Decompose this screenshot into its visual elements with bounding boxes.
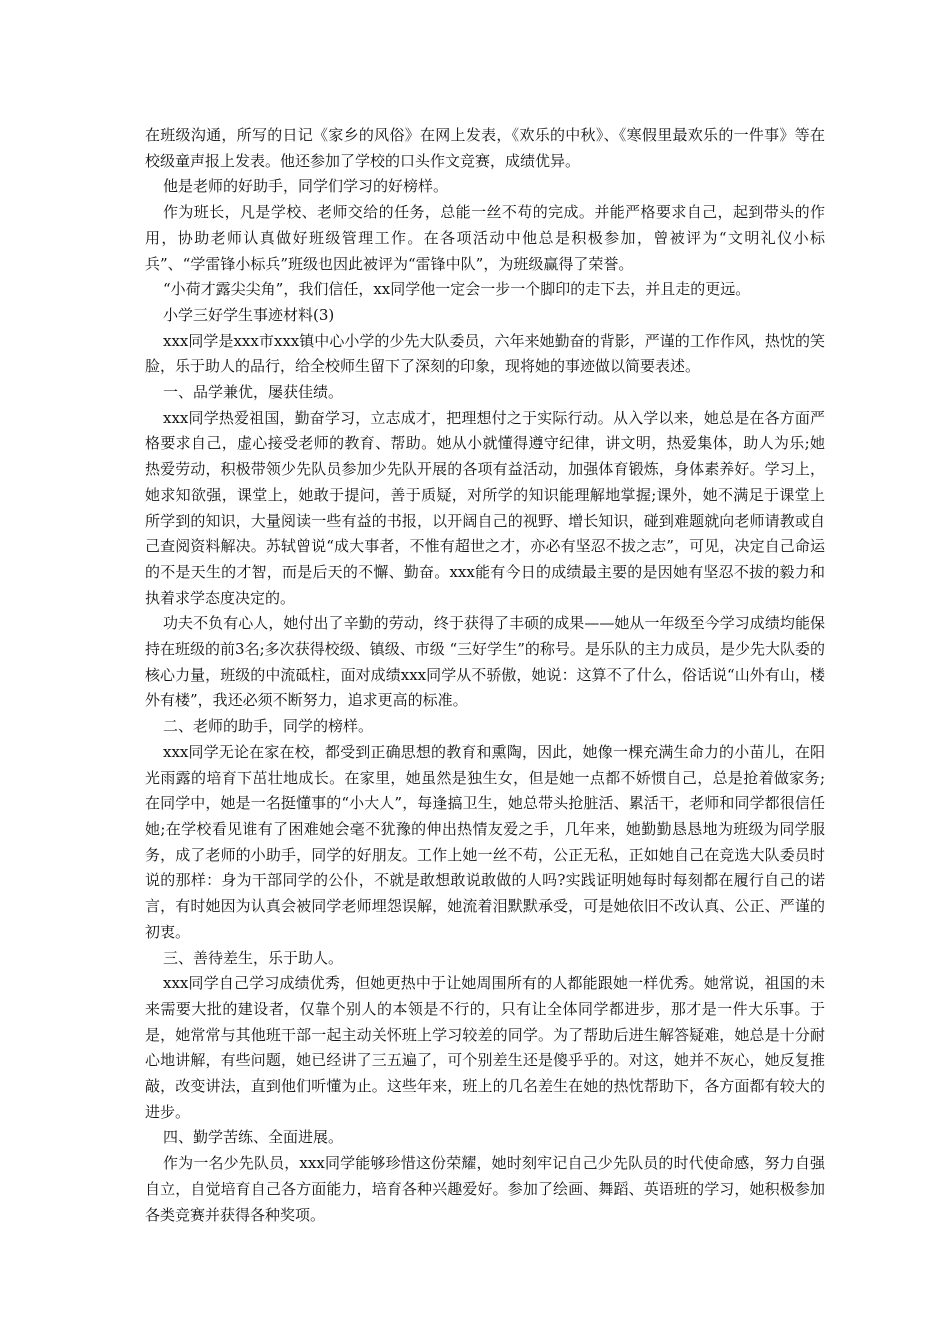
paragraph-helper: xxx同学无论在家在校，都受到正确思想的教育和熏陶，因此，她像一棵充满生命力的小苗儿，在阳光雨露的培育下茁壮地成长。在家里，她虽然是独生女，但是她一点都不娇惯自己，总是抢着做家务;在同学中，她是一名挺懂事的“小大人”，每逢搞卫生，她总带头抢脏活、累活干，老师和同学都很信任她;在学校看见谁有了困难她会毫不犹豫的伸出热情友爱之手，几年来，她勤勤恳恳地为班级为同学服务，成了老师的小助手，同学的好朋友。工作上她一丝不苟，公正无私，正如她自己在竞选大队委员时说的那样：身为干部同学的公仆，不就是敢想敢说敢做的人吗?实践证明她每时每刻都在履行自己的诺言，有时她因为认真会被同学老师埋怨误解，她流着泪默默承受，可是她依旧不改认真、公正、严谨的初衷。 xyxy=(145,742,825,941)
paragraph-class-monitor: 作为班长，凡是学校、老师交给的任务，总能一丝不苟的完成。并能严格要求自己，起到带头的作用，协助老师认真做好班级管理工作。在各项活动中他总是积极参加，曾被评为“文明礼仪小标兵”、“学雷锋小标兵”班级也因此被评为“雷锋中队”，为班级赢得了荣誉。 xyxy=(145,203,825,273)
paragraph-study: xxx同学热爱祖国，勤奋学习，立志成才，把理想付之于实际行动。从入学以来，她总是在各方面严格要求自己，虚心接受老师的教育、帮助。她从小就懂得遵守纪律，讲文明，热爱集体，助人为乐;她热爱劳动，积极带领少先队员参加少先队开展的各项有益活动，加强体育锻炼，身体素养好。学习上，她求知欲强，课堂上，她敢于提问，善于质疑，对所学的知识能理解地掌握;课外，她不满足于课堂上所学到的知识，大量阅读一些有益的书报，以开阔自己的视野、增长知识，碰到难题就向老师请教或自己查阅资料解决。苏轼曾说“成大事者，不惟有超世之才，亦必有坚忍不拔之志”，可见，决定自己命运的不是天生的才智，而是后天的不懈、勤奋。xxx能有今日的成绩最主要的是因她有坚忍不拔的毅力和执着求学态度决定的。 xyxy=(145,408,825,607)
heading-part-three: 三、善待差生，乐于助人。 xyxy=(163,948,344,967)
heading-part-one: 一、品学兼优，屡获佳绩。 xyxy=(163,383,344,402)
heading-part-two: 二、老师的助手，同学的榜样。 xyxy=(163,717,374,736)
paragraph-achievements: 功夫不负有心人，她付出了辛勤的劳动，终于获得了丰硕的成果——她从一年级至今学习成绩均能保持在班级的前3名;多次获得校级、镇级、市级 “三好学生”的称号。是乐队的主力成员，是少先大队委的核心力量，班级的中流砥柱，面对成绩xxx同学从不骄傲，她说：这算不了什么，俗话说“山外有山，楼外有楼”，我还必须不断努力，追求更高的标准。 xyxy=(145,614,825,710)
paragraph-helping-others: xxx同学自己学习成绩优秀，但她更热中于让她周围所有的人都能跟她一样优秀。她常说，祖国的未来需要大批的建设者，仅靠个别人的本领是不行的，只有让全体同学都进步，那才是一件大乐事。于是，她常常与其他班干部一起主动关怀班上学习较差的同学。为了帮助后进生解答疑难，她总是十分耐心地讲解，有些问题，她已经讲了三五遍了，可个别差生还是傻乎乎的。对这，她并不灰心，她反复推敲，改变讲法，直到他们听懂为止。这些年来，班上的几名差生在她的热忱帮助下，各方面都有较大的进步。 xyxy=(145,974,825,1121)
document-body xyxy=(145,123,825,1228)
paragraph-closing-wish: “小荷才露尖尖角”，我们信任，xx同学他一定会一步一个脚印的走下去，并且走的更远。 xyxy=(163,280,751,299)
heading-part-four: 四、勤学苦练、全面进展。 xyxy=(163,1128,344,1147)
section-title: 小学三好学生事迹材料(3) xyxy=(163,305,335,324)
paragraph-all-round: 作为一名少先队员，xxx同学能够珍惜这份荣耀，她时刻牢记自己少先队员的时代使命感，努力自强自立，自觉培育自己各方面能力，培育各种兴趣爱好。参加了绘画、舞蹈、英语班的学习，她积极参加各类竞赛并获得各种奖项。 xyxy=(145,1154,825,1224)
paragraph-intro: xxx同学是xxx市xxx镇中心小学的少先大队委员，六年来她勤奋的背影，严谨的工作作风，热忱的笑脸，乐于助人的品行，给全校师生留下了深刻的印象，现将她的事迹做以简要表述。 xyxy=(145,331,825,376)
paragraph-role-model: 他是老师的好助手，同学们学习的好榜样。 xyxy=(163,177,449,196)
paragraph-continued: 在班级沟通，所写的日记《家乡的风俗》在网上发表，《欢乐的中秋》、《寒假里最欢乐的一件事》等在校级童声报上发表。他还参加了学校的口头作文竞赛，成绩优异。 xyxy=(145,126,825,170)
